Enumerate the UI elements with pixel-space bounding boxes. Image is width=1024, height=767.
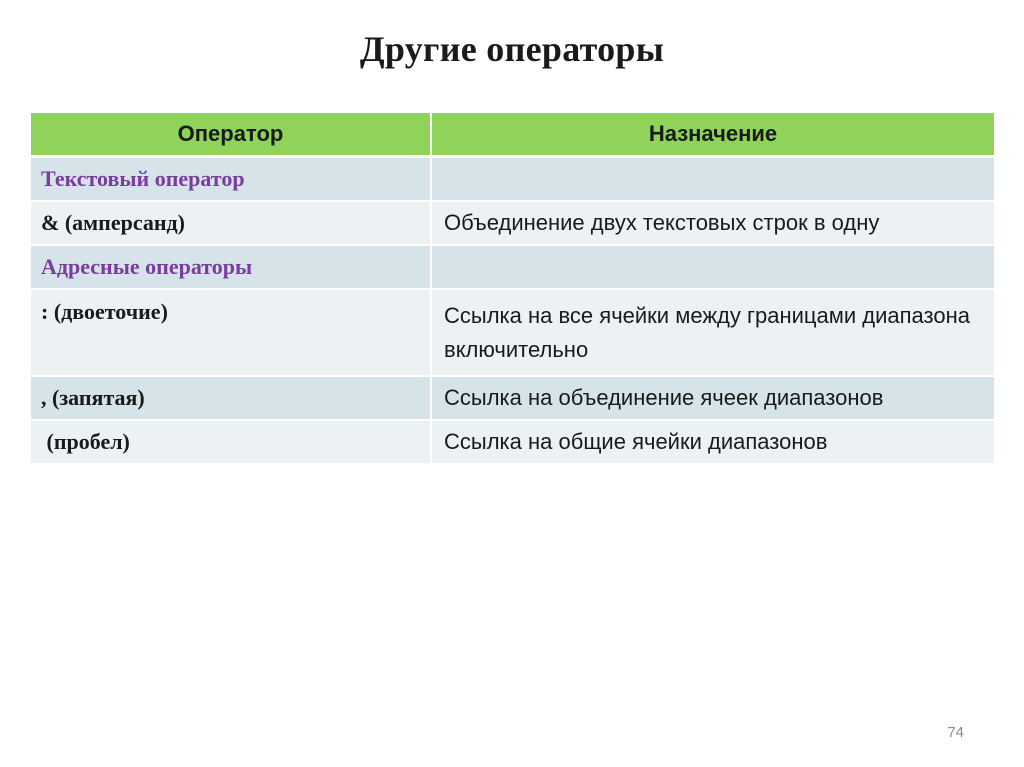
row-description [431,157,994,202]
page-number: 74 [947,724,964,741]
operators-table [31,113,994,465]
operator-ampersand: & (амперсанд) [31,201,431,245]
table-row [31,420,994,464]
operator-space: (пробел) [31,420,431,464]
row-description: Ссылка на объединение ячеек диапазонов [431,376,994,420]
row-description: Объединение двух текстовых строк в одну [431,201,994,245]
table-row [31,289,994,376]
operator-comma: , (запятая) [31,376,431,420]
row-description [431,245,994,289]
slide-title: Другие операторы [359,29,665,69]
row-description: Ссылка на общие ячейки диапазонов [431,420,994,464]
table-row [31,376,994,420]
table-row [31,245,994,289]
header-purpose: Назначение [431,113,994,157]
row-description: Ссылка на все ячейки между границами диапазона включительно [431,289,994,376]
section-text-operators: Текстовый оператор [31,157,431,202]
table-row [31,201,994,245]
table-row [31,157,994,202]
header-operator: Оператор [31,113,431,157]
table-header-row [31,113,994,157]
section-address-operators: Адресные операторы [31,245,431,289]
operator-colon: : (двоеточие) [31,289,431,376]
